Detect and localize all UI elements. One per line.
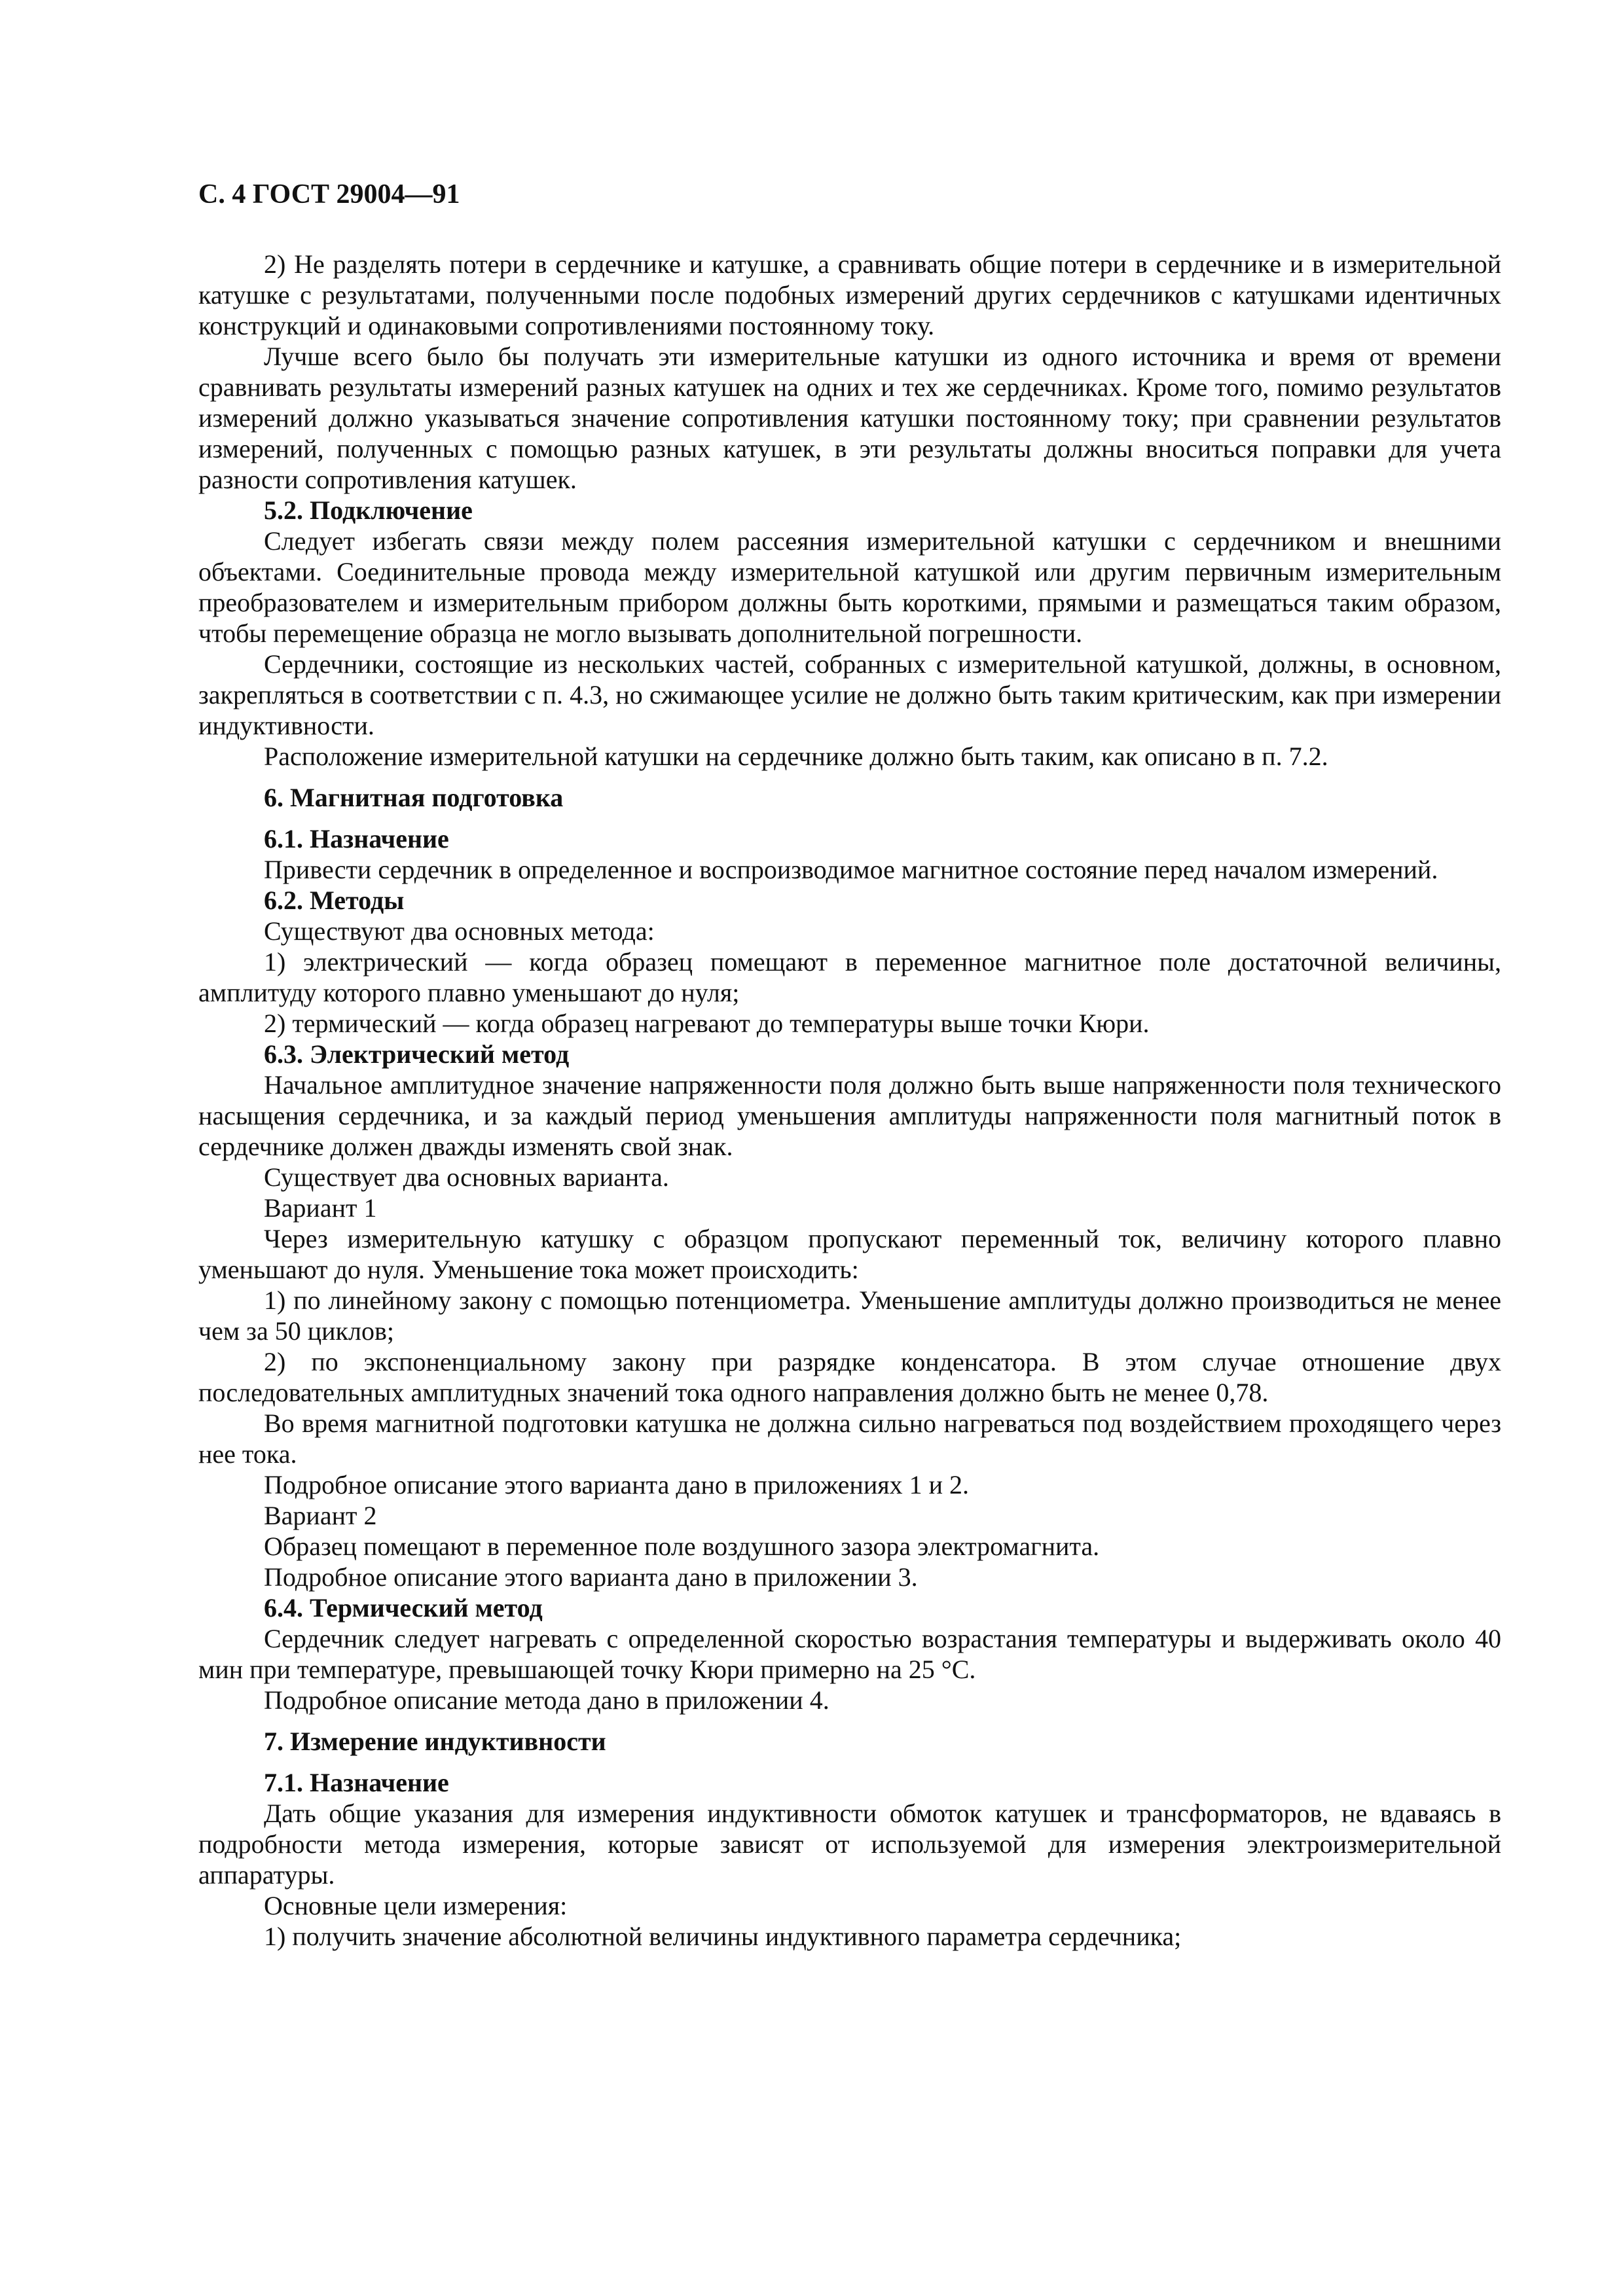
section-heading: 7. Измерение индуктивности xyxy=(264,1727,606,1756)
subsection-heading: 6.4. Термический метод xyxy=(264,1593,543,1623)
paragraph: 1) по линейному закону с помощью потенциометра. Уменьшение амплитуды должно производиться не менее чем за 50 циклов; xyxy=(198,1285,1501,1346)
paragraph: 1) электрический — когда образец помещают в переменное магнитное поле достаточной величины, амплитуду которого плавно уменьшают до нуля; xyxy=(198,947,1501,1007)
paragraph: Дать общие указания для измерения индуктивности обмоток катушек и трансформаторов, не вдаваясь в подробности метода измерения, которые зависят от используемой для измерения электроизмерительной аппаратуры. xyxy=(198,1799,1501,1890)
subsection-heading: 7.1. Назначение xyxy=(264,1768,449,1797)
paragraph: 2) по экспоненциальному закону при разрядке конденсатора. В этом случае отношение двух последовательных амплитудных значений тока одного направления должно быть не менее 0,78. xyxy=(198,1347,1501,1407)
text-line: Подробное описание метода дано в приложении 4. xyxy=(264,1685,830,1715)
paragraph: Сердечник следует нагревать с определенной скоростью возрастания температуры и выдерживать около 40 мин при температуре, превышающей точку Кюри примерно на 25 °С. xyxy=(198,1624,1501,1684)
paragraph: Привести сердечник в определенное и воспроизводимое магнитное состояние перед началом измерений. xyxy=(264,855,1438,884)
document-page xyxy=(198,178,1501,1952)
subsection-heading: 5.2. Подключение xyxy=(264,495,473,525)
text-line: Существуют два основных метода: xyxy=(264,916,655,946)
paragraph: Лучше всего было бы получать эти измерительные катушки из одного источника и время от времени сравнивать результаты измерений разных катушек на одних и тех же сердечниках. Кроме того, помимо результатов измерений должно указываться значение сопротивления катушки постоянному току; при сравнении результатов измерений, полученных с помощью разных катушек, в эти результаты должны вноситься поправки для учета разности сопротивления катушек. xyxy=(198,342,1501,494)
text-line: Существует два основных варианта. xyxy=(264,1162,669,1192)
subsection-heading: 6.3. Электрический метод xyxy=(264,1039,570,1069)
text-line: Подробное описание этого варианта дано в приложениях 1 и 2. xyxy=(264,1470,970,1499)
text-line: 1) получить значение абсолютной величины индуктивного параметра сердечника; xyxy=(264,1922,1182,1951)
paragraph: 2) Не разделять потери в сердечнике и катушке, а сравнивать общие потери в сердечнике и в измерительной катушке с результатами, полученными после подобных измерений других сердечников с катушками идентичных конструкций и одинаковыми сопротивлениями постоянному току. xyxy=(198,249,1501,340)
subsection-heading: 6.1. Назначение xyxy=(264,824,449,853)
paragraph: Сердечники, состоящие из нескольких частей, собранных с измерительной катушкой, должны, в основном, закрепляться в соответствии с п. 4.3, но сжимающее усилие не должно быть таким критическим, как при измерении индуктивности. xyxy=(198,649,1501,740)
paragraph: Начальное амплитудное значение напряженности поля должно быть выше напряженности поля технического насыщения сердечника, и за каждый период уменьшения амплитуды напряженности поля магнитный поток в сердечнике должен дважды изменять свой знак. xyxy=(198,1070,1501,1161)
text-line: Образец помещают в переменное поле воздушного зазора электромагнита. xyxy=(264,1532,1100,1561)
text-line: Подробное описание этого варианта дано в приложении 3. xyxy=(264,1562,918,1592)
paragraph: Следует избегать связи между полем рассеяния измерительной катушки с сердечником и внешними объектами. Соединительные провода между измерительной катушкой или другим первичным измерительным преобразователем и измерительным прибором должны быть короткими, прямыми и размещаться таким образом, чтобы перемещение образца не могло вызывать дополнительной погрешности. xyxy=(198,526,1501,648)
paragraph: Во время магнитной подготовки катушка не должна сильно нагреваться под воздействием проходящего через нее тока. xyxy=(198,1408,1501,1469)
page-header: С. 4 ГОСТ 29004—91 xyxy=(198,179,460,209)
subsection-heading: 6.2. Методы xyxy=(264,886,405,915)
variant-label: Вариант 2 xyxy=(264,1501,377,1530)
section-heading: 6. Магнитная подготовка xyxy=(264,783,564,812)
paragraph: Расположение измерительной катушки на сердечнике должно быть таким, как описано в п. 7.2. xyxy=(264,742,1328,771)
text-line: 2) термический — когда образец нагревают до температуры выше точки Кюри. xyxy=(264,1009,1150,1038)
variant-label: Вариант 1 xyxy=(264,1193,377,1223)
text-line: Основные цели измерения: xyxy=(264,1891,568,1920)
paragraph: Через измерительную катушку с образцом пропускают переменный ток, величину которого плавно уменьшают до нуля. Уменьшение тока может происходить: xyxy=(198,1224,1501,1284)
